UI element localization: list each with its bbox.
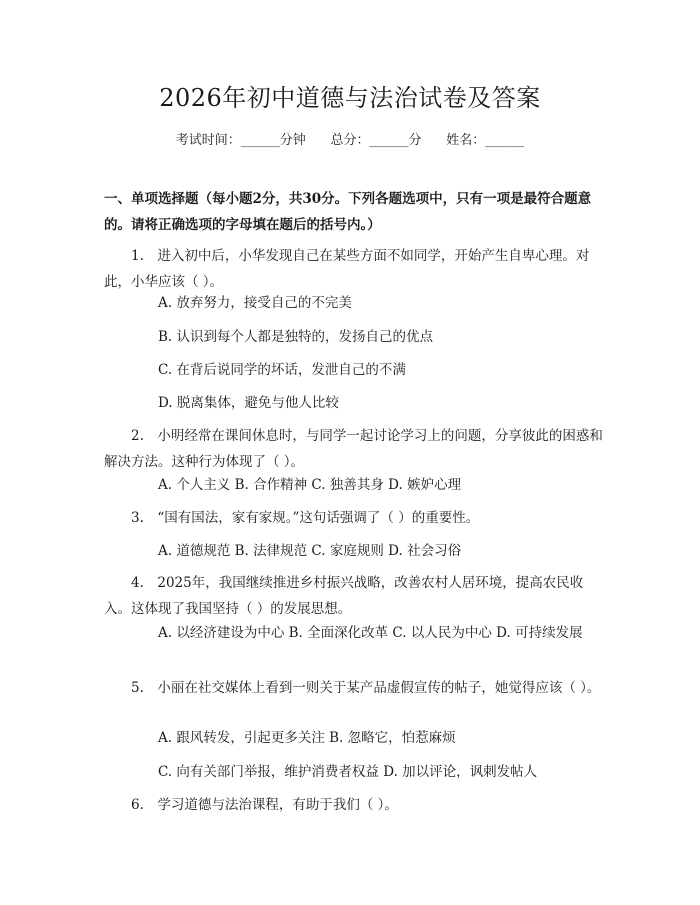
question-3-options: A. 道德规范 B. 法律规范 C. 家庭规则 D. 社会习俗	[158, 543, 462, 559]
question-1-option-d: D. 脱离集体，避免与他人比较	[158, 395, 339, 411]
question-1-option-a: A. 放弃努力，接受自己的不完美	[158, 295, 352, 311]
question-5-options-ab: A. 跟风转发，引起更多关注 B. 忽略它，怕惹麻烦	[158, 730, 456, 746]
question-1-stem: 1. 进入初中后，小华发现自己在某些方面不如同学，开始产生自卑心理。对此，小华应该（ ）。	[104, 248, 590, 290]
question-4-stem: 4. 2025年，我国继续推进乡村振兴战略，改善农村人居环境，提高农民收入。这体现了我国坚持（ ）的发展思想。	[104, 575, 584, 617]
question-2-options: A. 个人主义 B. 合作精神 C. 独善其身 D. 嫉妒心理	[158, 477, 462, 493]
question-1-option-b: B. 认识到每个人都是独特的，发扬自己的优点	[158, 329, 434, 345]
question-2-stem: 2. 小明经常在课间休息时，与同学一起讨论学习上的问题，分享彼此的困惑和解决方法。这种行为体现了（ ）。	[104, 428, 603, 470]
section-heading: 一、单项选择题（每小题2分，共30分。下列各题选项中，只有一项是最符合题意的。请将正确选项的字母填在题后的括号内。）	[104, 191, 592, 233]
question-3-stem: 3. “国有国法，家有家规。”这句话强调了（ ）的重要性。	[131, 510, 480, 526]
question-5-options-cd: C. 向有关部门举报，维护消费者权益 D. 加以评论，讽刺发帖人	[158, 764, 538, 780]
page-title: 2026年初中道德与法治试卷及答案	[159, 84, 541, 112]
question-6-stem: 6. 学习道德与法治课程，有助于我们（ ）。	[131, 797, 398, 813]
question-5-stem: 5. 小丽在社交媒体上看到一则关于某产品虚假宣传的帖子，她觉得应该（ ）。	[131, 680, 601, 696]
question-1-option-c: C. 在背后说同学的坏话，发泄自己的不满	[158, 362, 406, 378]
exam-meta-line: 考试时间：______分钟 总分：______分 姓名：______	[175, 133, 525, 148]
question-4-options: A. 以经济建设为中心 B. 全面深化改革 C. 以人民为中心 D. 可持续发展	[158, 625, 583, 641]
